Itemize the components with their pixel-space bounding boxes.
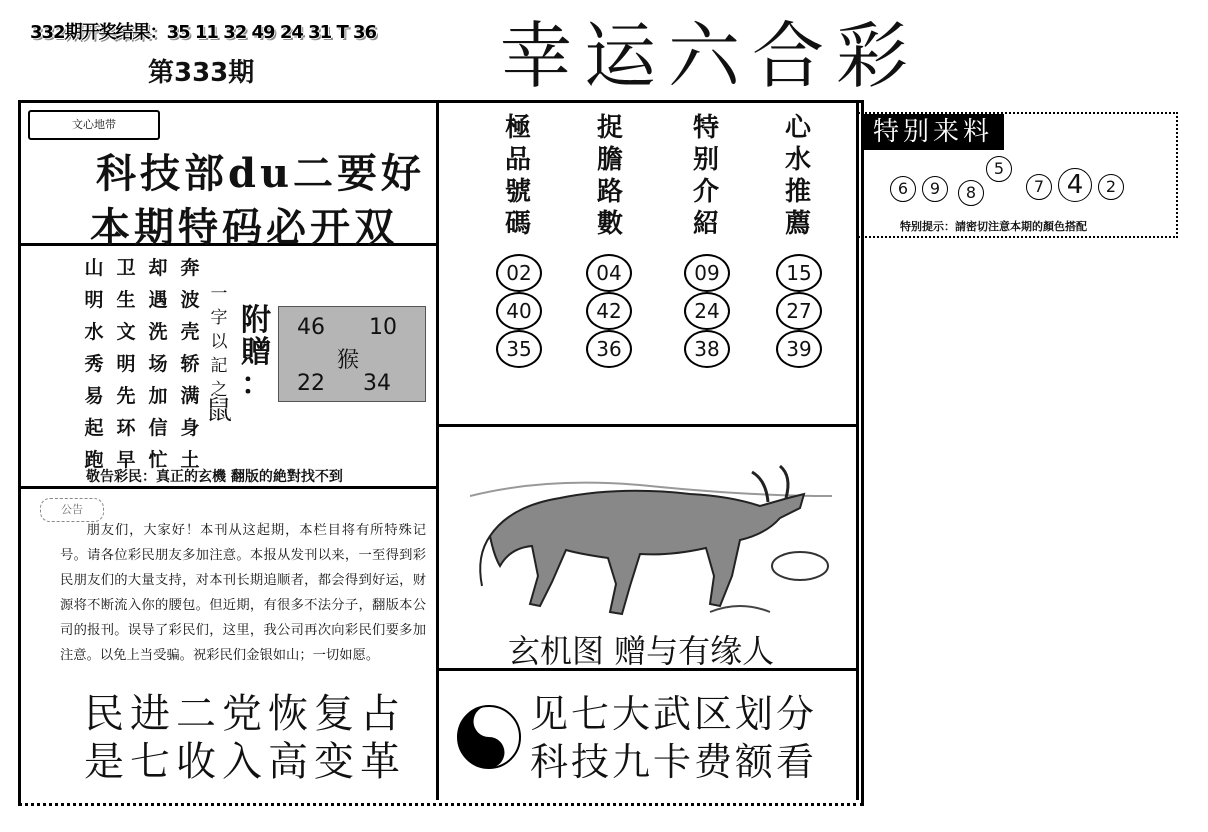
slogan-line-2: 本期特码必开双 (90, 204, 398, 251)
gift-label: 附贈 ： (241, 303, 271, 402)
special-number: 4 (1058, 168, 1092, 202)
picture-caption: 玄机图 赠与有缘人 (508, 632, 775, 670)
gift-number: 10 (369, 315, 397, 340)
divider-horizontal (438, 424, 858, 427)
number-circle: 39 (776, 330, 822, 368)
riddle-hint: 一字以記之 (210, 284, 228, 400)
column-header: 心 水 推 薦 (784, 113, 811, 239)
special-tip: 特别提示：請密切注意本期的顏色搭配 (900, 220, 1087, 233)
number-circle: 27 (776, 292, 822, 330)
section-tag: 文心地带 (28, 110, 160, 140)
number-circle: 04 (586, 254, 632, 292)
gift-number: 34 (363, 371, 391, 396)
special-number: 8 (958, 180, 984, 206)
bottom-slogan-right: 见七大武区划分 科技九卡费额看 (530, 692, 818, 784)
special-title: 特别来料 (862, 114, 1004, 150)
number-circle: 40 (496, 292, 542, 330)
article-body: 朋友们，大家好！本刊从这起期，本栏目将有所特殊记号。请各位彩民朋友多加注意。本报从发刊以来，一至得到彩民朋友们的大量支持，对本刊长期追顺者，都会得到好运，财源将不断流入你的腰包。但近期，有很多不法分子，翻版本公司的报刊。误导了彩民们，这里，我公司再次向彩民们要多加注意。以免上当受骗。祝彩民们金银如山；一切如愿。 (60, 523, 426, 663)
number-circle: 42 (586, 292, 632, 330)
divider-horizontal (18, 486, 438, 489)
article-tag: 公告 (40, 498, 104, 522)
divider-vertical-left (436, 100, 439, 800)
page-title: 幸运六合彩 (500, 14, 921, 98)
special-number: 5 (986, 156, 1012, 182)
special-number: 6 (890, 176, 916, 202)
slogan-line-1: 科技部du二要好 (96, 150, 426, 197)
special-number: 7 (1026, 174, 1052, 200)
number-circle: 24 (684, 292, 730, 330)
bottom-slogan: 民进二党恢复占 是七收入高变革 (84, 691, 406, 785)
poem-column: 奔 波 壳 轿 满 身 土 (180, 257, 200, 471)
gift-number: 22 (297, 371, 325, 396)
gift-number: 46 (297, 315, 325, 340)
poem-column: 卫 生 文 明 先 环 早 (116, 257, 136, 471)
special-number: 9 (922, 176, 948, 202)
issue-number: 第333期 (148, 58, 255, 88)
gift-animal: 猴 (337, 348, 360, 373)
column-header: 極 品 號 碼 (504, 113, 531, 239)
gift-box (278, 306, 426, 402)
special-number: 2 (1098, 174, 1124, 200)
number-circle: 35 (496, 330, 542, 368)
number-circle: 36 (586, 330, 632, 368)
poem-column: 却 遇 洗 场 加 信 忙 (148, 257, 168, 471)
number-circle: 09 (684, 254, 730, 292)
previous-result: 332期开奖结果：35 11 32 49 24 31 T 36 (30, 22, 377, 43)
column-header: 捉 膽 路 數 (596, 113, 623, 239)
yin-yang-icon (456, 704, 522, 770)
ox-illustration (470, 436, 832, 626)
column-header: 特 别 介 紹 (692, 113, 719, 239)
number-circle: 38 (684, 330, 730, 368)
number-circle: 15 (776, 254, 822, 292)
poem-column: 山 明 水 秀 易 起 跑 (84, 257, 104, 471)
warning-text: 敬告彩民：真正的玄機 翻版的絶對找不到 (86, 469, 343, 485)
riddle-answer: 鼠 (206, 396, 233, 426)
number-circle: 02 (496, 254, 542, 292)
